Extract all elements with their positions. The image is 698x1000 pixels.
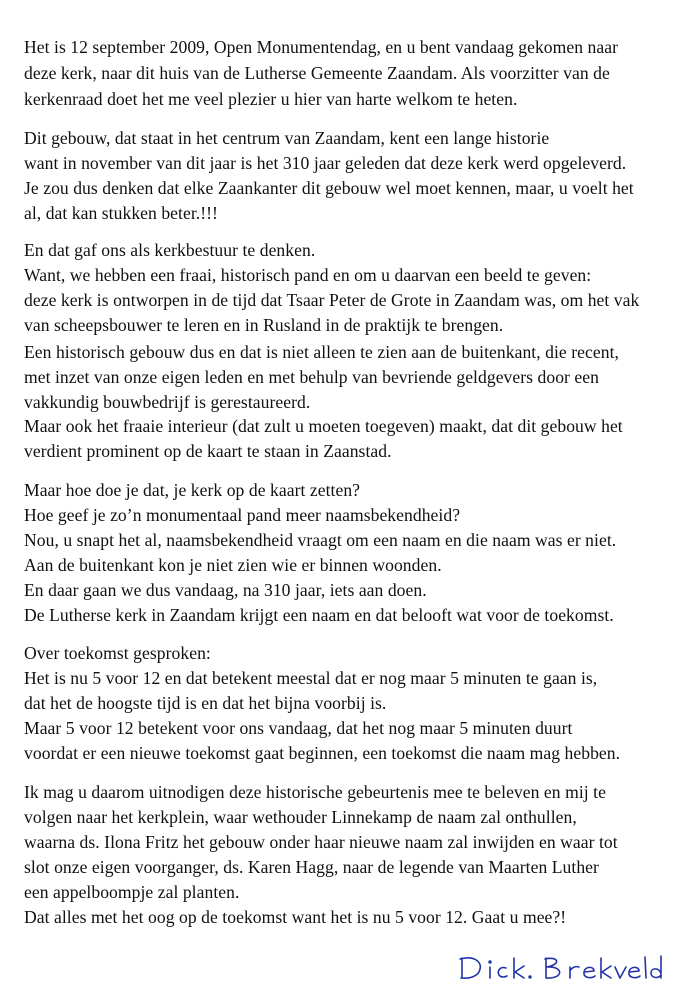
text-line: al, dat kan stukken beter.!!! (24, 203, 218, 223)
text-line: Dit gebouw, dat staat in het centrum van Zaandam, kent een lange historie (24, 128, 550, 148)
text-line: verdient prominent op de kaart te staan in Zaanstad. (24, 441, 392, 461)
text-line: Je zou dus denken dat elke Zaankanter dit gebouw wel moet kennen, maar, u voelt het (24, 178, 634, 198)
text-line: En dat gaf ons als kerkbestuur te denken. (24, 240, 316, 260)
text-line: Hoe geef je zo’n monumentaal pand meer naamsbekendheid? (24, 505, 461, 525)
text-line: Ik mag u daarom uitnodigen deze historische gebeurtenis mee te beleven en mij te (24, 782, 606, 802)
text-line: Nou, u snapt het al, naamsbekendheid vraagt om een naam en die naam was er niet. (24, 530, 617, 550)
text-line: want in november van dit jaar is het 310 jaar geleden dat deze kerk werd opgeleverd. (24, 153, 627, 173)
text-line: Maar ook het fraaie interieur (dat zult u moeten toegeven) maakt, dat dit gebouw het (24, 416, 623, 436)
handwritten-signature (458, 952, 668, 988)
text-line: een appelboompje zal planten. (24, 882, 240, 902)
text-line: Want, we hebben een fraai, historisch pand en om u daarvan een beeld te geven: (24, 265, 592, 285)
text-line: dat het de hoogste tijd is en dat het bijna voorbij is. (24, 693, 387, 713)
text-line: volgen naar het kerkplein, waar wethouder Linnekamp de naam zal onthullen, (24, 807, 577, 827)
text-line: deze kerk is ontworpen in de tijd dat Tsaar Peter de Grote in Zaandam was, om het vak (24, 290, 640, 310)
text-line: Over toekomst gesproken: (24, 643, 211, 663)
text-line: waarna ds. Ilona Fritz het gebouw onder haar nieuwe naam zal inwijden en waar tot (24, 832, 618, 852)
text-line: kerkenraad doet het me veel plezier u hier van harte welkom te heten. (24, 89, 518, 109)
text-line: voordat er een nieuwe toekomst gaat beginnen, een toekomst die naam mag hebben. (24, 743, 621, 763)
text-line: De Lutherse kerk in Zaandam krijgt een naam en dat belooft wat voor de toekomst. (24, 605, 614, 625)
text-line: Een historisch gebouw dus en dat is niet alleen te zien aan de buitenkant, die recent, (24, 342, 619, 362)
text-line: Maar hoe doe je dat, je kerk op de kaart zetten? (24, 480, 361, 500)
text-line: Maar 5 voor 12 betekent voor ons vandaag, dat het nog maar 5 minuten duurt (24, 718, 573, 738)
text-line: Aan de buitenkant kon je niet zien wie er binnen woonden. (24, 555, 442, 575)
text-line: Het is 12 september 2009, Open Monumentendag, en u bent vandaag gekomen naar (24, 37, 618, 57)
signature-drawing (458, 952, 668, 988)
text-line: Het is nu 5 voor 12 en dat betekent meestal dat er nog maar 5 minuten te gaan is, (24, 668, 598, 688)
text-line: vakkundig bouwbedrijf is gerestaureerd. (24, 392, 311, 412)
text-line: Dat alles met het oog op de toekomst want het is nu 5 voor 12. Gaat u mee?! (24, 907, 567, 927)
text-line: slot onze eigen voorganger, ds. Karen Hagg, naar de legende van Maarten Luther (24, 857, 599, 877)
text-line: van scheepsbouwer te leren en in Rusland in de praktijk te brengen. (24, 315, 504, 335)
text-line: met inzet van onze eigen leden en met behulp van bevriende geldgevers door een (24, 367, 599, 387)
text-line: En daar gaan we dus vandaag, na 310 jaar, iets aan doen. (24, 580, 427, 600)
text-line: deze kerk, naar dit huis van de Lutherse Gemeente Zaandam. Als voorzitter van de (24, 63, 610, 83)
